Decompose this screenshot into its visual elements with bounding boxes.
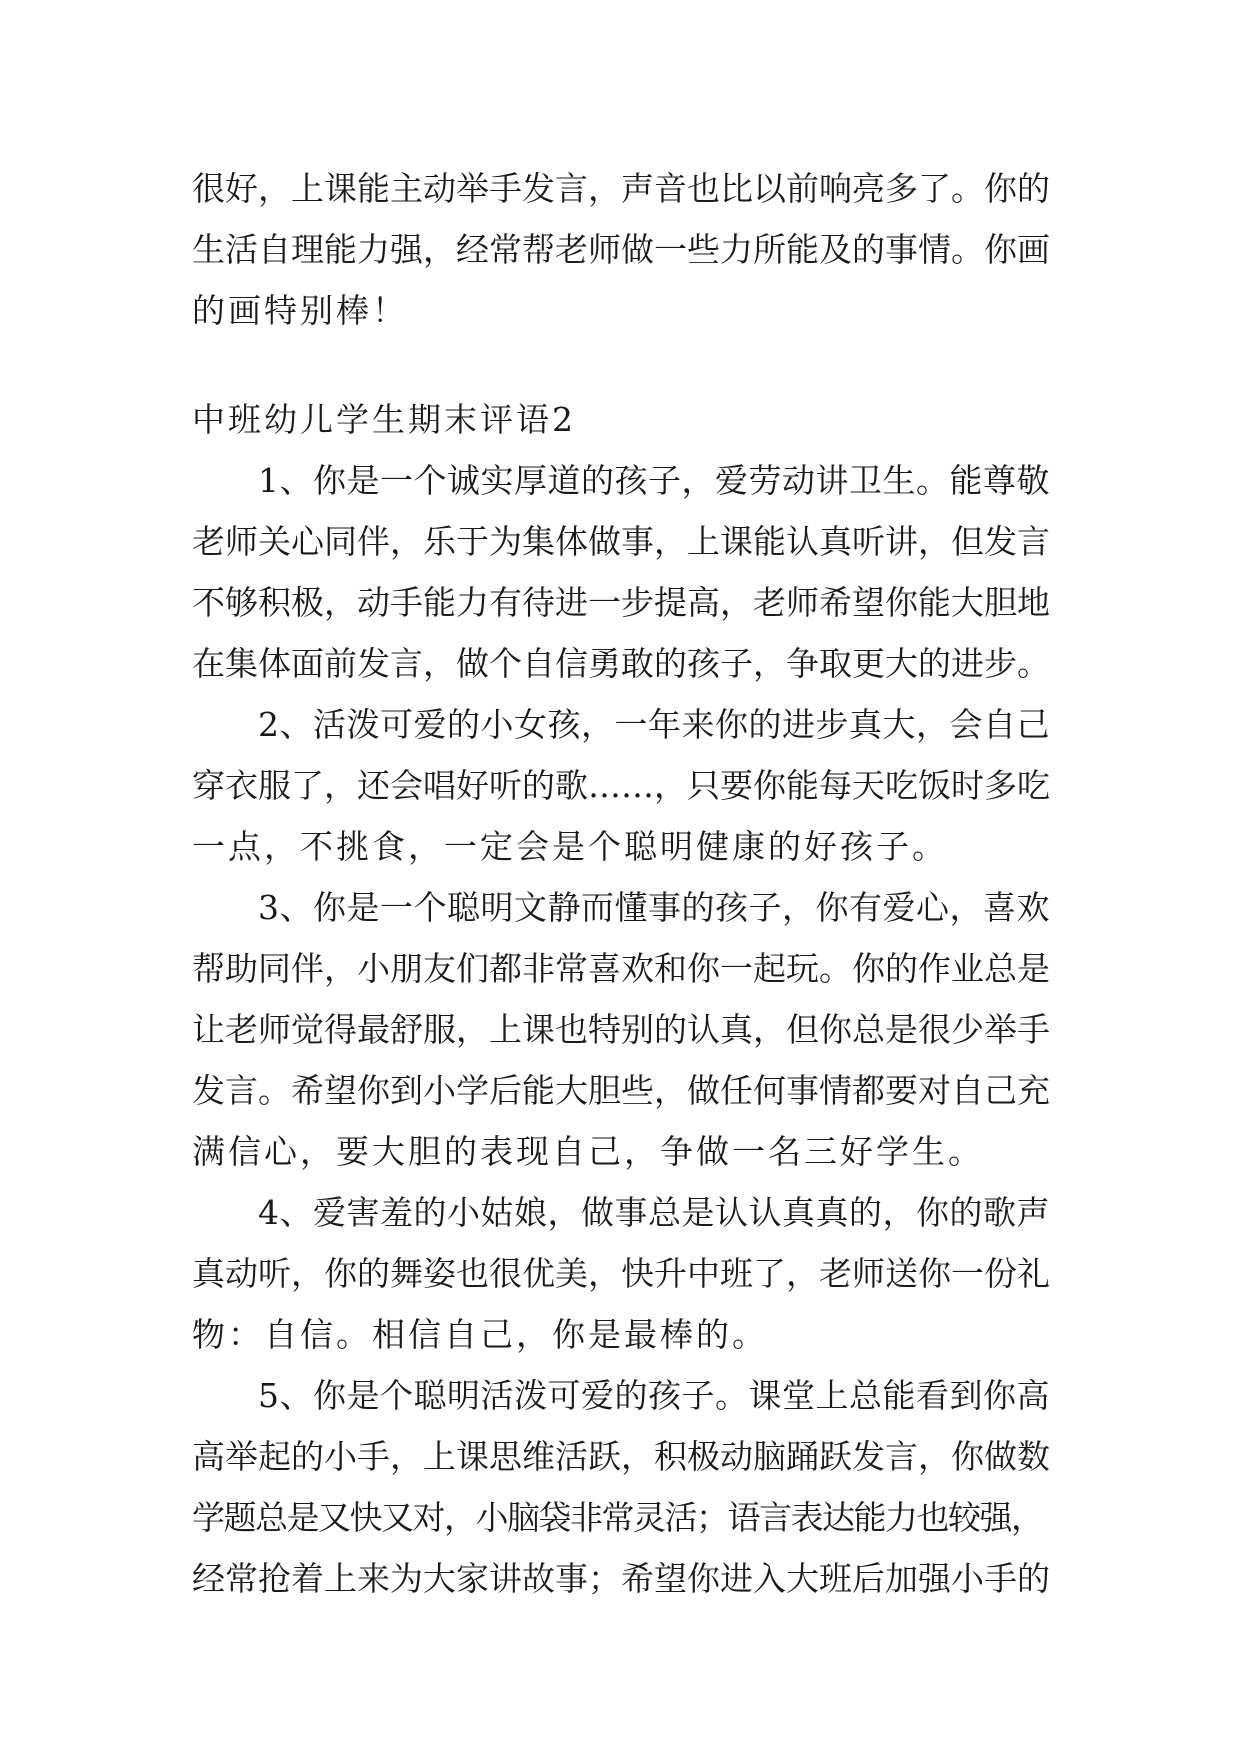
paragraph-line: 让老师觉得最舒服，上课也特别的认真，但你总是很少举手 (192, 1010, 1050, 1049)
paragraph-line: 3、你是一个聪明文静而懂事的孩子，你有爱心，喜欢 (258, 888, 1050, 927)
paragraph-line: 4、爱害羞的小姑娘，做事总是认认真真的，你的歌声 (258, 1193, 1050, 1232)
section-heading: 中班幼儿学生期末评语2 (192, 400, 576, 439)
paragraph-line: 帮助同伴，小朋友们都非常喜欢和你一起玩。你的作业总是 (192, 949, 1050, 988)
paragraph-line: 2、活泼可爱的小女孩，一年来你的进步真大，会自己 (258, 705, 1050, 744)
paragraph-line: 很好，上课能主动举手发言，声音也比以前响亮多了。你的 (192, 169, 1050, 208)
paragraph-line: 穿衣服了，还会唱好听的歌……，只要你能每天吃饭时多吃 (192, 766, 1050, 805)
paragraph-line: 5、你是个聪明活泼可爱的孩子。课堂上总能看到你高 (258, 1376, 1050, 1415)
paragraph-line: 经常抢着上来为大家讲故事；希望你进入大班后加强小手的 (192, 1559, 1050, 1598)
paragraph-line: 一点，不挑食，一定会是个聪明健康的好孩子。 (192, 827, 948, 866)
paragraph-line: 物：自信。相信自己，你是最棒的。 (192, 1315, 768, 1354)
paragraph-line: 满信心，要大胆的表现自己，争做一名三好学生。 (192, 1132, 984, 1171)
paragraph-line: 的画特别棒！ (192, 291, 408, 330)
paragraph-line: 高举起的小手，上课思维活跃，积极动脑踊跃发言，你做数 (192, 1437, 1050, 1476)
paragraph-line: 在集体面前发言，做个自信勇敢的孩子，争取更大的进步。 (192, 644, 1050, 683)
paragraph-line: 真动听，你的舞姿也很优美，快升中班了，老师送你一份礼 (192, 1254, 1050, 1293)
paragraph-line: 学题总是又快又对，小脑袋非常灵活；语言表达能力也较强， (192, 1498, 1043, 1537)
paragraph-line: 不够积极，动手能力有待进一步提高，老师希望你能大胆地 (192, 583, 1050, 622)
paragraph-line: 老师关心同伴，乐于为集体做事，上课能认真听讲，但发言 (192, 522, 1050, 561)
paragraph-line: 生活自理能力强，经常帮老师做一些力所能及的事情。你画 (192, 230, 1050, 269)
paragraph-line: 发言。希望你到小学后能大胆些，做任何事情都要对自己充 (192, 1071, 1050, 1110)
paragraph-line: 1、你是一个诚实厚道的孩子，爱劳动讲卫生。能尊敬 (258, 461, 1050, 500)
